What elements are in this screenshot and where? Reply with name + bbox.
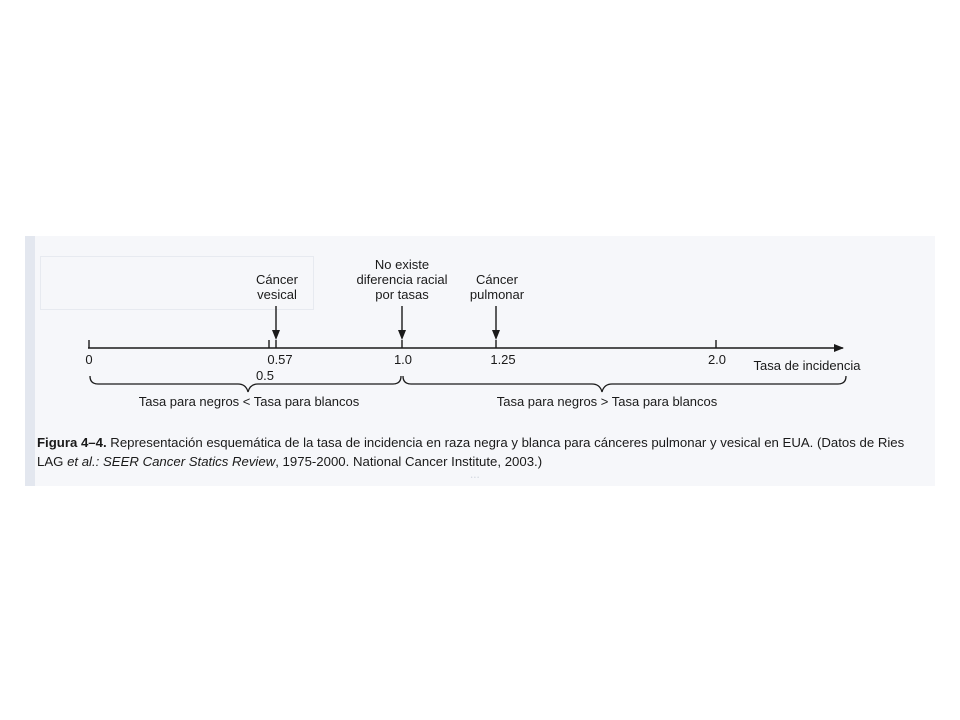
right-range-brace [403, 376, 846, 392]
tick-label-1.0: 1.0 [393, 352, 413, 367]
bladder-arrowhead [272, 330, 280, 340]
right-range-label: Tasa para negros > Tasa para blancos [496, 394, 718, 409]
figure-caption [37, 433, 927, 471]
tick-label-0: 0 [85, 352, 93, 367]
caption-source-title: SEER Cancer Statics Review [99, 454, 276, 469]
caption-source-rest: , 1975-2000. National Cancer Institute, 2003.) [275, 454, 543, 469]
caption-text: Representación esquemática de la tasa de incidencia en raza negra y blanca para cánceres pulmonar y vesical en EUA. (Datos de Ries LAG [37, 435, 905, 469]
bleed-through-text: ... [470, 466, 480, 481]
tick-label-1.25: 1.25 [490, 352, 516, 367]
bladder-cancer-label: Cáncer vesical [256, 272, 298, 302]
lung-arrowhead [492, 330, 500, 340]
tick-label-2.0: 2.0 [707, 352, 727, 367]
figure-label: Figura 4–4. [37, 435, 107, 450]
left-range-label: Tasa para negros < Tasa para blancos [138, 394, 360, 409]
no-difference-label: No existe diferencia racial por tasas [356, 257, 448, 302]
tick-label-0.57: 0.57 [267, 352, 293, 367]
left-range-brace [90, 376, 401, 392]
caption-et-al: et al.: [67, 454, 100, 469]
tick-label-0.5: 0.5 [255, 368, 275, 383]
axis-title: Tasa de incidencia [753, 358, 861, 373]
lung-cancer-label: Cáncer pulmonar [469, 272, 525, 302]
no-difference-arrowhead [398, 330, 406, 340]
